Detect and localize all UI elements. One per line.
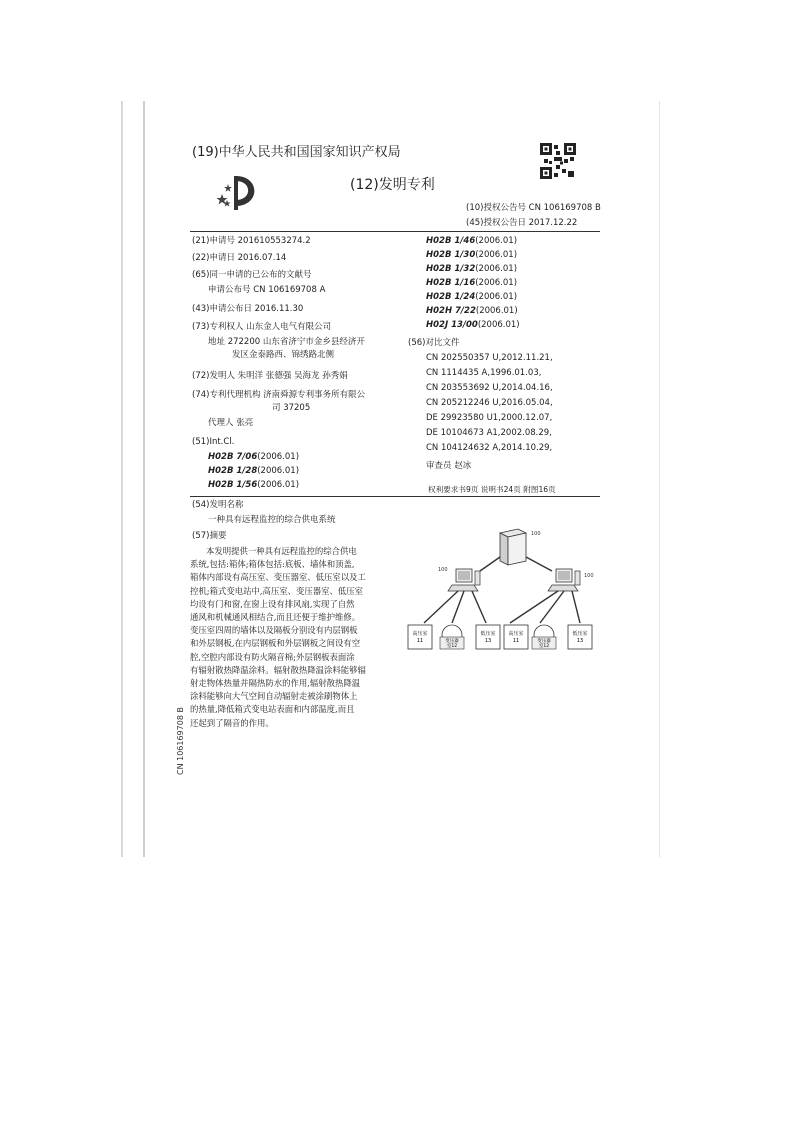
abstract-line: 的热量,降低箱式变电站表面和内部温度,而且	[190, 704, 355, 715]
room-box	[568, 625, 592, 649]
abstract-line: 腔,空腔内部设有防火隔音棉;外层钢板表面涂	[190, 651, 355, 662]
patent-sheet	[143, 101, 660, 857]
abstract-line: 控机;箱式变电站中,高压室、变压器室、低压室	[190, 585, 363, 596]
cited-doc: CN 202550357 U,2012.11.21,	[426, 353, 553, 363]
intcl-entry: H02B 1/28(2006.01)	[208, 466, 300, 476]
publication-date: (43)申请公布日 2016.11.30	[192, 304, 304, 314]
side-document-number: CN 106169708 B	[176, 707, 185, 775]
application-number: (21)申请号 201610553274.2	[192, 236, 311, 246]
svg-text:低压室: 低压室	[572, 631, 588, 637]
grant-number: (10)授权公告号 CN 106169708 B	[466, 203, 601, 213]
inventors: (72)发明人 朱明洋 张德强 吴海龙 孙秀娟	[192, 371, 348, 381]
agent: 代理人 张亮	[208, 418, 254, 428]
agency-line-1: (74)专利代理机构 济南舜源专利事务所有限公	[192, 390, 366, 400]
server-label: 100	[531, 531, 541, 537]
cited-docs-label: (56)对比文件	[408, 338, 460, 348]
svg-text:低压室: 低压室	[480, 631, 496, 637]
ipc-entry: H02H 7/22(2006.01)	[426, 306, 518, 316]
abstract-line: 箱体内部设有高压室、变压器室、低压室以及工	[190, 572, 366, 583]
svg-text:室12: 室12	[538, 644, 550, 649]
qr-code	[540, 143, 576, 179]
intcl-entry: H02B 7/06(2006.01)	[208, 452, 300, 462]
ipc-entry: H02J 13/00(2006.01)	[426, 320, 520, 330]
agency-line-2: 司 37205	[272, 403, 311, 413]
prior-publication-label: (65)同一申请的已公布的文献号	[192, 270, 312, 280]
abstract-line: 有辐射散热降温涂料。辐射散热降温涂料能够辐	[190, 664, 366, 675]
cnipa-logo	[216, 172, 264, 212]
svg-text:变压器: 变压器	[537, 639, 551, 644]
svg-text:11: 11	[512, 638, 520, 644]
address-line-1: 地址 272200 山东省济宁市金乡县经济开	[208, 337, 365, 347]
room-box	[504, 625, 528, 649]
computer-icon	[548, 569, 580, 591]
cited-doc: CN 1114435 A,1996.01.03,	[426, 368, 542, 378]
right-pc-label: 100	[584, 573, 594, 579]
office-name: (19)中华人民共和国国家知识产权局	[192, 145, 401, 160]
ipc-entry: H02B 1/32(2006.01)	[426, 264, 518, 274]
patentee: (73)专利权人 山东金人电气有限公司	[192, 322, 332, 332]
svg-text:13: 13	[576, 638, 584, 644]
room-box	[408, 625, 432, 649]
cited-doc: CN 205212246 U,2016.05.04,	[426, 398, 553, 408]
invention-title: 一种具有远程监控的综合供电系统	[208, 515, 336, 525]
header-divider	[190, 231, 600, 232]
svg-text:变压器: 变压器	[445, 639, 459, 644]
abstract-figure	[400, 525, 600, 665]
server-icon	[500, 529, 526, 565]
abstract-line: 涂料能够向大气空间自动辐射走被涂刷物体上	[190, 691, 358, 702]
room-box	[476, 625, 500, 649]
abstract-label: (57)摘要	[192, 531, 227, 541]
abstract-line: 均设有门和窗,在窗上设有排风扇,实现了自然	[190, 598, 355, 609]
fields-divider	[190, 496, 600, 497]
address-line-2: 发区金泰路西、锦绣路北侧	[232, 350, 335, 360]
document-type: (12)发明专利	[350, 177, 435, 193]
svg-text:室12: 室12	[446, 644, 458, 649]
application-date: (22)申请日 2016.07.14	[192, 253, 287, 263]
abstract-line: 通风和机械通风相结合,而且还便于维护维修。	[190, 612, 361, 623]
intcl-entry: H02B 1/56(2006.01)	[208, 480, 300, 490]
ipc-entry: H02B 1/16(2006.01)	[426, 278, 518, 288]
room-box	[532, 625, 556, 649]
abstract-line: 和外层钢板,在内层钢板和外层钢板之间设有空	[190, 638, 361, 649]
cited-doc: DE 10104673 A1,2002.08.29,	[426, 428, 552, 438]
computer-icon	[448, 569, 480, 591]
ipc-entry: H02B 1/24(2006.01)	[426, 292, 518, 302]
intcl-label: (51)Int.Cl.	[192, 437, 235, 447]
publication-number: 申请公布号 CN 106169708 A	[208, 285, 326, 295]
scan-edge-line	[121, 101, 123, 857]
cited-doc: CN 104124632 A,2014.10.29,	[426, 443, 553, 453]
svg-text:13: 13	[484, 638, 492, 644]
svg-text:11: 11	[416, 638, 424, 644]
ipc-entry: H02B 1/46(2006.01)	[426, 236, 518, 246]
cited-doc: DE 29923580 U1,2000.12.07,	[426, 413, 553, 423]
abstract-line: 本发明提供一种具有远程监控的综合供电	[206, 546, 357, 556]
title-label: (54)发明名称	[192, 500, 244, 510]
abstract-text	[190, 545, 392, 730]
page-counts: 权利要求书9页 说明书24页 附图16页	[428, 485, 556, 494]
room-box	[440, 625, 464, 649]
abstract-line: 系统,包括:箱体;箱体包括:底板、墙体和顶盖,	[190, 559, 355, 570]
examiner: 审查员 赵冰	[426, 461, 472, 471]
left-pc-label: 100	[438, 567, 448, 573]
ipc-entry: H02B 1/30(2006.01)	[426, 250, 518, 260]
abstract-line: 射走物体热量并隔热防水的作用,辐射散热降温	[190, 678, 361, 689]
cited-doc: CN 203553692 U,2014.04.16,	[426, 383, 553, 393]
abstract-line: 变压室四周的墙体以及隔板分别设有内层钢板	[190, 625, 358, 636]
abstract-line: 还起到了隔音的作用。	[190, 717, 274, 728]
svg-text:高压室: 高压室	[508, 631, 524, 637]
grant-date: (45)授权公告日 2017.12.22	[466, 218, 578, 228]
svg-text:高压室: 高压室	[412, 631, 428, 637]
